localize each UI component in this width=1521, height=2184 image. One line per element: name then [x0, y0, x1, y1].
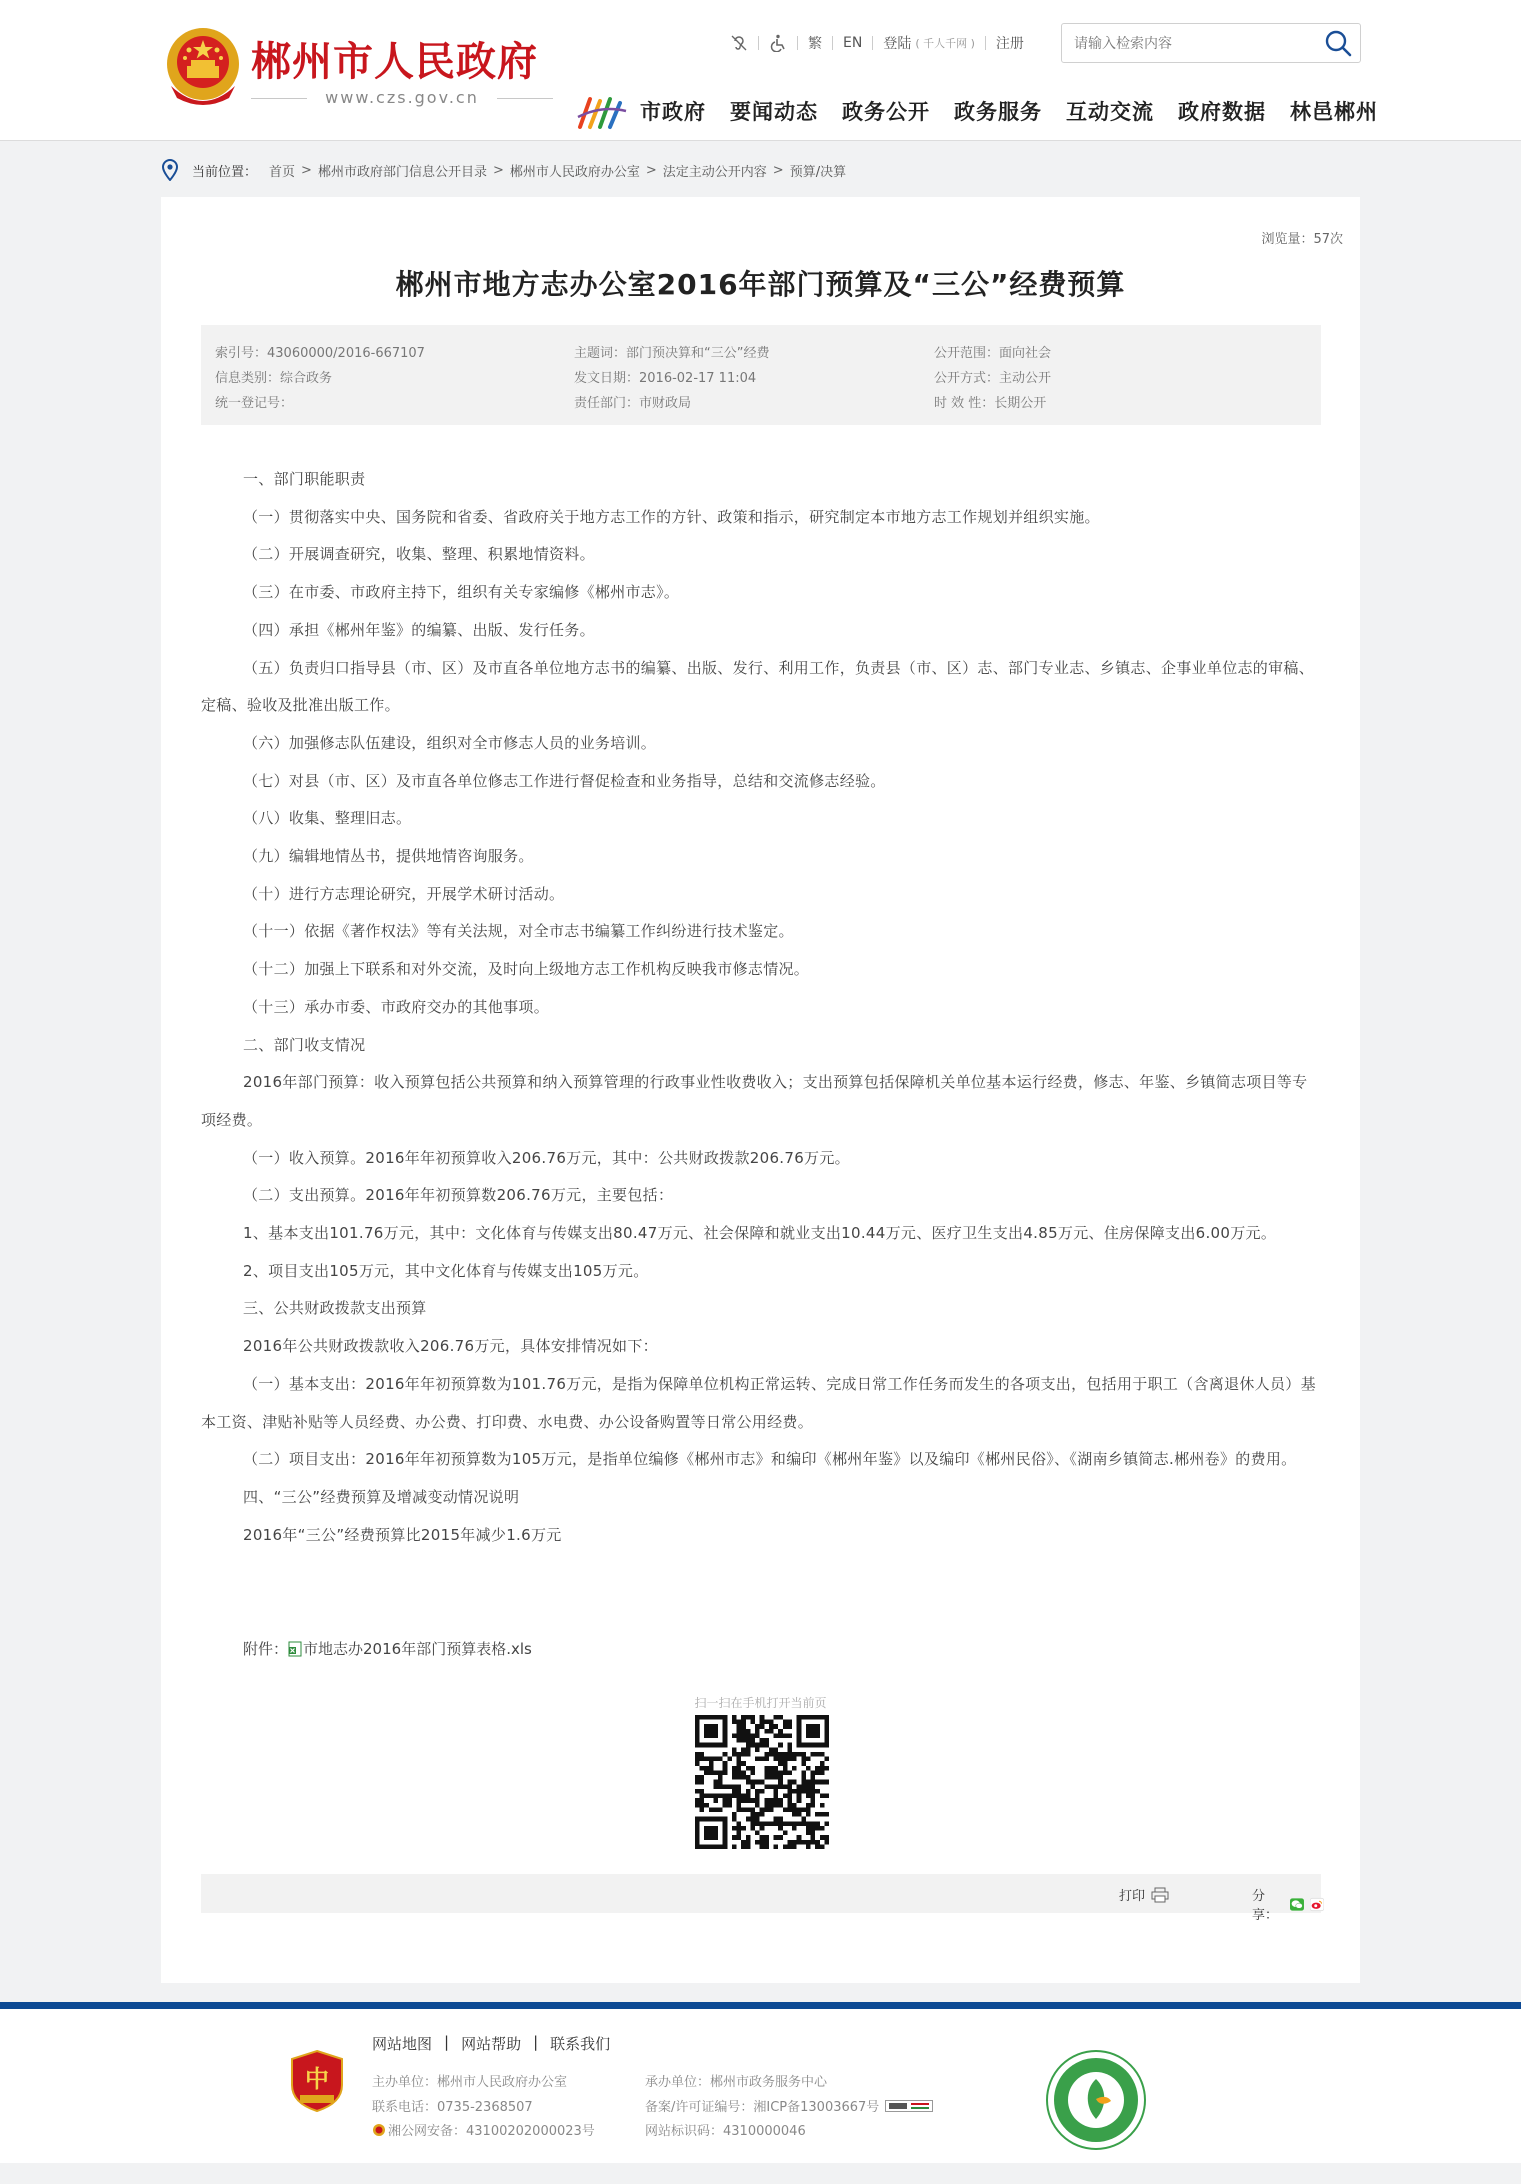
breadcrumb-separator: > — [645, 162, 657, 178]
register-link[interactable]: 注册 — [995, 36, 1024, 52]
article-body — [201, 461, 1321, 1554]
footer-link-contact[interactable]: 联系我们 — [550, 2035, 611, 2053]
nav-item-gov-services[interactable]: 政务服务 — [954, 100, 1042, 124]
article-paragraph: （二）支出预算。2016年年初预算数206.76万元，主要包括： — [243, 1186, 674, 1205]
traditional-chinese-link[interactable]: 繁 — [808, 36, 822, 52]
wechat-icon[interactable] — [1290, 1897, 1304, 1912]
meta-info-category: 信息类别：综合政务 — [215, 371, 333, 386]
article-paragraph: 2016年部门预算：收入预算包括公共预算和纳入预算管理的行政事业性收费收入；支出预算包括保障机关单位基本运行经费，修志、年鉴、乡镇简志项目等专项经费。 — [201, 1073, 1308, 1129]
article-paragraph: 1、基本支出101.76万元，其中：文化体育与传媒支出80.47万元、社会保障和就业支出10.44万元、医疗卫生支出4.85万元、住房保障支出6.00万元。 — [243, 1224, 1277, 1243]
article-paragraph: （一）收入预算。2016年年初预算收入206.76万元，其中：公共财政拨款206.76万元。 — [243, 1148, 850, 1167]
article-paragraph: （十）进行方志理论研究，开展学术研讨活动。 — [243, 884, 565, 903]
civilization-city-badge-icon[interactable] — [1045, 2049, 1147, 2151]
footer-top-bar — [0, 2002, 1521, 2009]
article-paragraph: 四、“三公”经费预算及增减变动情况说明 — [243, 1487, 520, 1506]
nav-item-news[interactable]: 要闻动态 — [730, 100, 818, 124]
attachment-label: 附件： — [243, 1640, 289, 1658]
site-domain: www.czs.gov.cn — [251, 88, 553, 107]
ear-icon — [730, 34, 748, 52]
english-link[interactable]: EN — [843, 35, 863, 51]
footer-site-id: 网站标识码：4310000046 — [645, 2124, 806, 2139]
footer-phone: 联系电话：0735-2368507 — [372, 2100, 533, 2115]
meta-subject: 主题词：部门预决算和“三公”经费 — [574, 346, 770, 361]
footer-link-sitemap[interactable]: 网站地图 — [372, 2035, 433, 2053]
meta-publish-date: 发文日期：2016-02-17 11:04 — [574, 371, 757, 386]
attachment — [243, 1638, 532, 1659]
breadcrumb-item[interactable]: 郴州市政府部门信息公开目录 — [317, 164, 487, 180]
icp-text: 备案/许可证编号：湘ICP备13003667号 — [645, 2100, 880, 2115]
nav-logo-icon — [576, 91, 628, 133]
breadcrumb — [160, 159, 846, 181]
article-card — [161, 197, 1360, 1983]
article-title: 郴州市地方志办公室2016年部门预算及“三公”经费预算 — [395, 268, 1126, 301]
footer-link-separator: | — [444, 2033, 450, 2051]
police-badge-icon — [372, 2123, 386, 2137]
wheelchair-icon — [769, 34, 787, 52]
main-nav — [640, 96, 1378, 126]
login-note: ( 千人千网 ) — [915, 37, 975, 50]
article-paragraph: （七）对县（市、区）及市直各单位修志工作进行督促检查和业务指导，总结和交流修志经验。 — [243, 771, 886, 790]
breadcrumb-item[interactable]: 预算/决算 — [789, 164, 847, 180]
breadcrumb-separator: > — [492, 162, 504, 178]
article-paragraph: （八）收集、整理旧志。 — [243, 809, 412, 828]
article-paragraph: （六）加强修志队伍建设，组织对全市修志人员的业务培训。 — [243, 733, 657, 752]
qr-caption: 扫一扫在手机打开当前页 — [694, 1696, 827, 1710]
icp-badge-icon — [885, 2099, 933, 2113]
share-label: 分享： — [1252, 1889, 1279, 1923]
site-footer — [0, 2009, 1521, 2163]
footer-link-help[interactable]: 网站帮助 — [461, 2035, 522, 2053]
share-bar — [201, 1874, 1321, 1923]
footer-link-separator: | — [533, 2033, 539, 2051]
login-link[interactable] — [873, 33, 985, 53]
share-area — [1252, 1885, 1324, 1923]
national-emblem-icon — [163, 26, 243, 110]
login-label: 登陆 — [883, 36, 912, 52]
article-paragraph: （一）基本支出：2016年年初预算数为101.76万元，是指为保障单位机构正常运转、完成日常工作任务而发生的各项支出，包括用于职工（含离退休人员）基本工资、津贴补贴等人员经费、办公费、打印费、水电费、办公设备购置等日常公用经费。 — [201, 1374, 1316, 1431]
article-paragraph: 一、部门职能职责 — [243, 470, 366, 488]
meta-method: 公开方式：主动公开 — [934, 371, 1052, 386]
nav-item-gov-affairs-public[interactable]: 政务公开 — [842, 100, 930, 124]
article-paragraph: （五）负责归口指导县（市、区）及市直各单位地方志书的编纂、出版、发行、利用工作，负责县（市、区）志、部门专业志、乡镇志、企事业单位志的审稿、定稿、验收及批准出版工作。 — [201, 658, 1315, 715]
party-gov-badge-icon[interactable] — [290, 2049, 344, 2113]
breadcrumb-item[interactable]: 首页 — [269, 164, 296, 180]
breadcrumb-separator: > — [301, 162, 312, 178]
nav-item-city-government[interactable]: 市政府 — [640, 100, 706, 124]
barrier-free-button[interactable] — [720, 34, 758, 52]
article-paragraph: （九）编辑地情丛书，提供地情咨询服务。 — [243, 847, 534, 866]
article-paragraph: 2、项目支出105万元，其中文化体育与传媒支出105万元。 — [243, 1261, 649, 1280]
weibo-icon[interactable] — [1310, 1897, 1324, 1912]
article-paragraph: （四）承担《郴州年鉴》的编纂、出版、发行任务。 — [243, 620, 595, 639]
meta-unified-code: 统一登记号： — [215, 396, 294, 411]
footer-icp[interactable] — [645, 2096, 933, 2115]
attachment-file-link[interactable]: 市地志办2016年部门预算表格.xls — [303, 1640, 532, 1658]
breadcrumb-separator: > — [772, 162, 784, 178]
view-count: 浏览量：57次 — [1261, 232, 1343, 247]
meta-index-no: 索引号：43060000/2016-667107 — [215, 346, 425, 361]
svg-text:中: 中 — [305, 2064, 329, 2093]
excel-file-icon — [288, 1641, 302, 1657]
header-toolbar — [720, 33, 1034, 53]
article-paragraph: （三）在市委、市政府主持下，组织有关专家编修《郴州市志》。 — [243, 583, 680, 602]
site-logo[interactable] — [163, 24, 553, 114]
nav-item-gov-data[interactable]: 政府数据 — [1178, 100, 1266, 124]
site-title: 郴州市人民政府 — [251, 38, 538, 85]
breadcrumb-item[interactable]: 郴州市人民政府办公室 — [509, 164, 640, 180]
location-pin-icon — [160, 159, 180, 181]
footer-host: 主办单位：郴州市人民政府办公室 — [372, 2075, 568, 2090]
article-paragraph: （二）项目支出：2016年年初预算数为105万元，是指单位编修《郴州市志》和编印《郴州年鉴》以及编印《郴州民俗》、《湖南乡镇简志.郴州卷》的费用。 — [243, 1450, 1297, 1469]
footer-links — [372, 2033, 622, 2054]
article-paragraph: 2016年公共财政拨款收入206.76万元，具体安排情况如下： — [243, 1337, 658, 1356]
article-paragraph: （十一）依据《著作权法》等有关法规，对全市志书编纂工作纠纷进行技术鉴定。 — [243, 922, 794, 941]
article-paragraph: （十二）加强上下联系和对外交流，及时向上级地方志工作机构反映我市修志情况。 — [243, 960, 810, 979]
print-button[interactable] — [1119, 1885, 1169, 1904]
meta-scope: 公开范围：面向社会 — [934, 346, 1052, 361]
accessibility-button[interactable] — [759, 34, 797, 52]
meta-department: 责任部门：市财政局 — [574, 396, 692, 411]
article-paragraph: （十三）承办市委、市政府交办的其他事项。 — [243, 997, 550, 1016]
search-box — [1061, 23, 1361, 63]
meta-validity: 时 效 性：长期公开 — [934, 396, 1047, 411]
article-meta — [201, 325, 1321, 425]
article-paragraph: （一）贯彻落实中央、国务院和省委、省政府关于地方志工作的方针、政策和指示，研究制定本市地方志工作规划并组织实施。 — [243, 507, 1100, 526]
article-paragraph: （二）开展调查研究，收集、整理、积累地情资料。 — [243, 545, 595, 564]
print-label: 打印 — [1119, 1889, 1146, 1904]
article-paragraph: 2016年“三公”经费预算比2015年减少1.6万元 — [243, 1525, 562, 1544]
breadcrumb-item[interactable]: 法定主动公开内容 — [662, 164, 767, 180]
footer-organizer: 承办单位：郴州市政务服务中心 — [645, 2075, 828, 2090]
article-paragraph: 三、公共财政拨款支出预算 — [243, 1299, 427, 1318]
printer-icon — [1151, 1887, 1169, 1903]
breadcrumb-label: 当前位置： — [192, 164, 258, 180]
qr-code-image — [695, 1715, 829, 1849]
article-paragraph: 二、部门收支情况 — [243, 1035, 366, 1054]
nav-item-interaction[interactable]: 互动交流 — [1066, 100, 1154, 124]
police-record-text: 湘公网安备：43100202000023号 — [388, 2124, 595, 2139]
nav-item-linyi-chenzhou[interactable]: 林邑郴州 — [1290, 100, 1378, 124]
footer-police-record[interactable] — [372, 2120, 595, 2139]
search-icon[interactable] — [1324, 29, 1352, 57]
site-header — [0, 0, 1521, 141]
search-input[interactable] — [1072, 33, 1316, 55]
